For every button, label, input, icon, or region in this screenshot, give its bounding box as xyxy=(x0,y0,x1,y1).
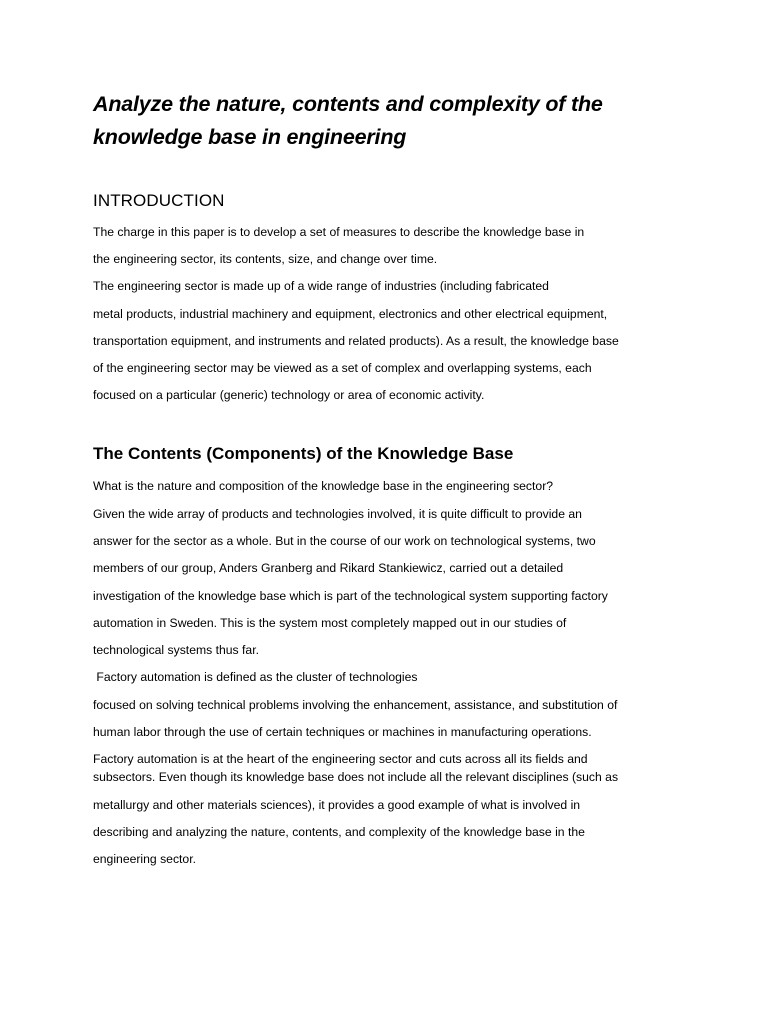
section-heading-contents: The Contents (Components) of the Knowledge Base xyxy=(93,444,514,463)
text-line: focused on solving technical problems involving the enhancement, assistance, and substitution of xyxy=(93,698,618,712)
text-line: investigation of the knowledge base which is part of the technological system supporting factory xyxy=(93,589,608,603)
text-line: What is the nature and composition of the knowledge base in the engineering sector? xyxy=(93,479,554,493)
text-line: metallurgy and other materials sciences), it provides a good example of what is involved in xyxy=(93,798,581,812)
text-line: technological systems thus far. xyxy=(93,643,259,657)
text-line: The charge in this paper is to develop a set of measures to describe the knowledge base in xyxy=(93,225,585,239)
text-line: human labor through the use of certain techniques or machines in manufacturing operations. xyxy=(93,725,592,739)
text-line: describing and analyzing the nature, contents, and complexity of the knowledge base in the xyxy=(93,825,585,839)
text-line: engineering sector. xyxy=(93,852,196,866)
text-line: members of our group, Anders Granberg and Rikard Stankiewicz, carried out a detailed xyxy=(93,561,564,575)
text-line: The engineering sector is made up of a wide range of industries (including fabricated xyxy=(93,279,549,293)
text-line: the engineering sector, its contents, size, and change over time. xyxy=(93,252,438,266)
text-line: answer for the sector as a whole. But in the course of our work on technological systems, two xyxy=(93,534,596,548)
text-line: Factory automation is at the heart of the engineering sector and cuts across all its fields and xyxy=(93,752,588,766)
text-line: transportation equipment, and instruments and related products). As a result, the knowledge base xyxy=(93,334,619,348)
text-line: of the engineering sector may be viewed as a set of complex and overlapping systems, each xyxy=(93,361,592,375)
document-title: Analyze the nature, contents and complexity of the knowledge base in engineering xyxy=(93,92,603,149)
text-line: metal products, industrial machinery and equipment, electronics and other electrical equipment, xyxy=(93,307,608,321)
text-line: focused on a particular (generic) technology or area of economic activity. xyxy=(93,388,485,402)
section-heading-introduction: INTRODUCTION xyxy=(93,191,225,210)
text-line: automation in Sweden. This is the system most completely mapped out in our studies of xyxy=(93,616,567,630)
text-line: Given the wide array of products and technologies involved, it is quite difficult to provide an xyxy=(93,507,582,521)
text-line: subsectors. Even though its knowledge base does not include all the relevant disciplines (such as xyxy=(93,770,619,784)
text-line: Factory automation is defined as the cluster of technologies xyxy=(93,670,418,684)
